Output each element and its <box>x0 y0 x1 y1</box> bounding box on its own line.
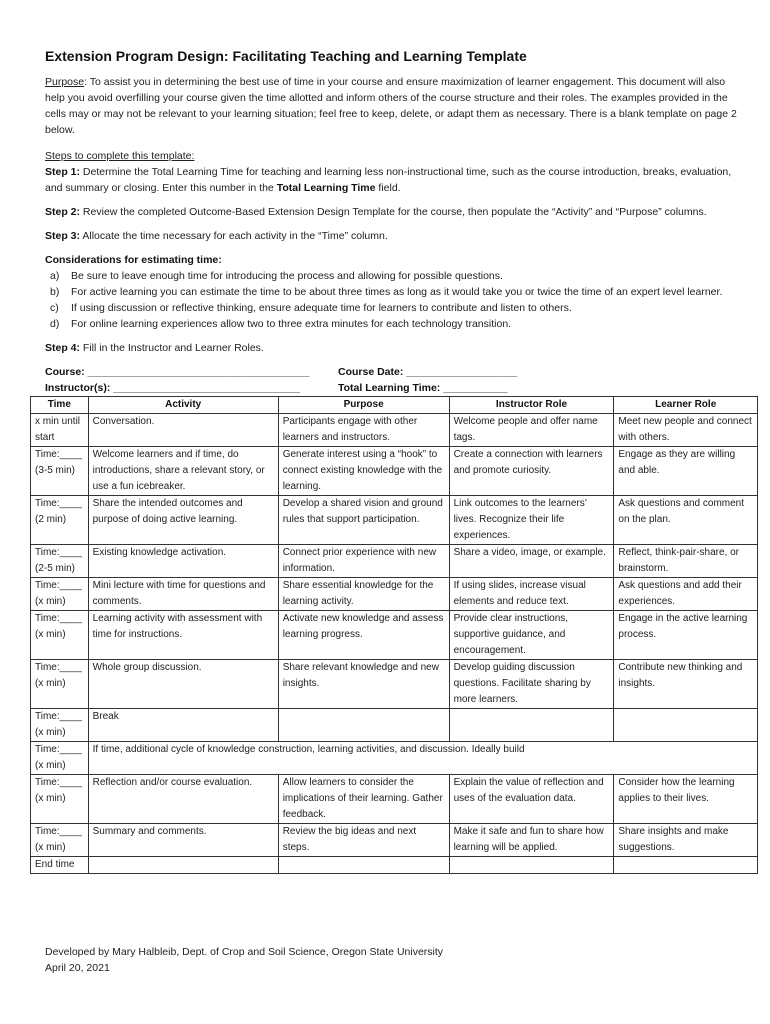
table-cell-learner-role: Meet new people and connect with others. <box>614 414 758 447</box>
step-4-text: Fill in the Instructor and Learner Roles. <box>80 342 264 354</box>
table-row <box>31 857 758 874</box>
table-cell-instructor-role: Share a video, image, or example. <box>449 545 614 578</box>
considerations-list <box>45 268 742 332</box>
step-4 <box>45 340 742 356</box>
table-cell-time: Time:____ (x min) <box>31 775 89 824</box>
consideration-marker: a) <box>50 270 60 282</box>
table-row <box>31 775 758 824</box>
table-cell-activity: Welcome learners and if time, do introductions, share a relevant story, or use a fun icebreaker. <box>88 447 278 496</box>
table-cell-purpose: Participants engage with other learners and instructors. <box>278 414 449 447</box>
footer <box>45 944 443 976</box>
table-row <box>31 447 758 496</box>
considerations-heading: Considerations for estimating time: <box>45 254 222 266</box>
table-row <box>31 660 758 709</box>
consideration-item <box>45 316 742 332</box>
step-3 <box>45 228 742 244</box>
table-cell-instructor-role: Make it safe and fun to share how learning will be applied. <box>449 824 614 857</box>
schedule-table <box>30 396 758 874</box>
table-cell-purpose: Allow learners to consider the implications of their learning. Gather feedback. <box>278 775 449 824</box>
step-1-text: Determine the Total Learning Time for teaching and learning less non-instructional time, such as the course introduction, breaks, evaluation, and summary or closing. Enter this number in the <box>45 166 732 194</box>
purpose-label: Purpose <box>45 76 85 88</box>
course-fields <box>45 364 742 396</box>
table-cell-time: Time:____ (3-5 min) <box>31 447 89 496</box>
table-cell-activity: Mini lecture with time for questions and comments. <box>88 578 278 611</box>
document-title: Extension Program Design: Facilitating Teaching and Learning Template <box>45 48 527 64</box>
table-cell-purpose: Generate interest using a “hook” to connect existing knowledge with the learning. <box>278 447 449 496</box>
table-cell-time: Time:____ (x min) <box>31 578 89 611</box>
step-1-field: Total Learning Time <box>276 182 376 194</box>
consideration-text: For online learning experiences allow two to three extra minutes for each technology transition. <box>71 318 512 330</box>
step-2 <box>45 204 742 220</box>
table-cell-instructor-role: Welcome people and offer name tags. <box>449 414 614 447</box>
table-cell-learner-role: Engage as they are willing and able. <box>614 447 758 496</box>
step-1-label: Step 1: <box>45 166 81 178</box>
table-cell-time: End time <box>31 857 89 874</box>
table-cell-time: Time:____ (x min) <box>31 709 89 742</box>
table-row <box>31 545 758 578</box>
column-header-learner-role: Learner Role <box>614 397 758 414</box>
table-cell-time: Time:____ (2 min) <box>31 496 89 545</box>
step-4-label: Step 4: <box>45 342 81 354</box>
consideration-text: For active learning you can estimate the time to be about three times as long as it would take you or twice the time of an expert level learner. <box>71 286 723 298</box>
table-cell-activity: Summary and comments. <box>88 824 278 857</box>
table-row <box>31 496 758 545</box>
table-cell-purpose: Develop a shared vision and ground rules that support participation. <box>278 496 449 545</box>
total-learning-time-field[interactable]: Total Learning Time: ___________ <box>338 382 508 394</box>
step-1 <box>45 164 742 196</box>
table-header-row <box>31 397 758 414</box>
step-3-text: Allocate the time necessary for each activity in the “Time” column. <box>80 230 388 242</box>
table-cell-instructor-role: Create a connection with learners and promote curiosity. <box>449 447 614 496</box>
table-cell-instructor-role: Develop guiding discussion questions. Facilitate sharing by more learners. <box>449 660 614 709</box>
table-cell-purpose: Connect prior experience with new information. <box>278 545 449 578</box>
steps-heading-colon: : <box>191 150 195 162</box>
table-row <box>31 824 758 857</box>
table-row <box>31 709 758 742</box>
consideration-item <box>45 284 742 300</box>
table-row <box>31 578 758 611</box>
table-cell-instructor-role <box>449 709 614 742</box>
table-cell-learner-role: Engage in the active learning process. <box>614 611 758 660</box>
steps-heading: Steps to complete this template <box>45 150 192 162</box>
table-row <box>31 611 758 660</box>
consideration-text: If using discussion or reflective thinking, ensure adequate time for learners to contribute and listen to others. <box>71 302 572 314</box>
table-cell-learner-role: Ask questions and comment on the plan. <box>614 496 758 545</box>
column-header-instructor-role: Instructor Role <box>449 397 614 414</box>
table-cell-instructor-role: Provide clear instructions, supportive guidance, and encouragement. <box>449 611 614 660</box>
course-field[interactable]: Course: ______________________________________ <box>45 366 310 378</box>
table-cell-time: x min until start <box>31 414 89 447</box>
table-cell-purpose: Share relevant knowledge and new insights. <box>278 660 449 709</box>
table-row <box>31 414 758 447</box>
table-cell-learner-role: Share insights and make suggestions. <box>614 824 758 857</box>
table-cell-learner-role <box>614 709 758 742</box>
table-cell-activity: Whole group discussion. <box>88 660 278 709</box>
table-body <box>31 414 758 874</box>
table-cell-activity: Reflection and/or course evaluation. <box>88 775 278 824</box>
column-header-activity: Activity <box>88 397 278 414</box>
table-cell-activity: Break <box>88 709 278 742</box>
consideration-text: Be sure to leave enough time for introducing the process and allowing for possible questions. <box>71 270 503 282</box>
consideration-item <box>45 268 742 284</box>
table-cell-activity: Learning activity with assessment with time for instructions. <box>88 611 278 660</box>
instructor-row <box>45 380 742 396</box>
table-cell-learner-role: Contribute new thinking and insights. <box>614 660 758 709</box>
table-cell-activity: Share the intended outcomes and purpose of doing active learning. <box>88 496 278 545</box>
table-cell-instructor-role <box>449 857 614 874</box>
consideration-item <box>45 300 742 316</box>
table-cell-time: Time:____ (x min) <box>31 824 89 857</box>
purpose-paragraph <box>45 74 742 138</box>
table-cell-purpose <box>278 709 449 742</box>
table-cell-activity: If time, additional cycle of knowledge construction, learning activities, and discussion. Ideally build <box>88 742 757 775</box>
column-header-purpose: Purpose <box>278 397 449 414</box>
course-date-field[interactable]: Course Date: ___________________ <box>338 366 518 378</box>
consideration-marker: d) <box>50 318 60 330</box>
table-cell-learner-role: Consider how the learning applies to their lives. <box>614 775 758 824</box>
table-cell-activity <box>88 857 278 874</box>
step-2-label: Step 2: <box>45 206 81 218</box>
table-cell-time: Time:____ (x min) <box>31 611 89 660</box>
table-cell-activity: Existing knowledge activation. <box>88 545 278 578</box>
instructors-field[interactable]: Instructor(s): ________________________________ <box>45 382 301 394</box>
table-row <box>31 742 758 775</box>
column-header-time: Time <box>31 397 89 414</box>
table-cell-time: Time:____ (x min) <box>31 660 89 709</box>
table-cell-purpose: Share essential knowledge for the learning activity. <box>278 578 449 611</box>
table-cell-instructor-role: If using slides, increase visual elements and reduce text. <box>449 578 614 611</box>
table-cell-purpose: Activate new knowledge and assess learning progress. <box>278 611 449 660</box>
course-row <box>45 364 742 380</box>
footer-author: Developed by Mary Halbleib, Dept. of Crop and Soil Science, Oregon State University <box>45 946 444 958</box>
consideration-marker: c) <box>50 302 59 314</box>
table-cell-learner-role: Ask questions and add their experiences. <box>614 578 758 611</box>
table-cell-instructor-role: Link outcomes to the learners’ lives. Recognize their life experiences. <box>449 496 614 545</box>
step-1-tail: field. <box>375 182 401 194</box>
step-3-label: Step 3: <box>45 230 81 242</box>
step-2-text: Review the completed Outcome-Based Extension Design Template for the course, then populate the “Activity” and “Purpose” columns. <box>80 206 707 218</box>
table-cell-instructor-role: Explain the value of reflection and uses of the evaluation data. <box>449 775 614 824</box>
table-cell-learner-role: Reflect, think-pair-share, or brainstorm. <box>614 545 758 578</box>
consideration-marker: b) <box>50 286 60 298</box>
table-cell-purpose <box>278 857 449 874</box>
table-cell-learner-role <box>614 857 758 874</box>
purpose-text: : To assist you in determining the best use of time in your course and ensure maximization of learner engagement. This document will also help you avoid overfilling your course given the time allotted and inform others of the course structure and their roles. The examples provided in the cells may or may not be relevant to your learning situation; feel free to keep, delete, or adapt them as necessary. There is a blank template on page 2 below. <box>45 76 737 136</box>
table-cell-time: Time:____ (x min) <box>31 742 89 775</box>
steps-heading-line <box>45 148 742 164</box>
table-cell-time: Time:____ (2-5 min) <box>31 545 89 578</box>
table-cell-activity: Conversation. <box>88 414 278 447</box>
footer-date: April 20, 2021 <box>45 962 110 974</box>
table-cell-purpose: Review the big ideas and next steps. <box>278 824 449 857</box>
